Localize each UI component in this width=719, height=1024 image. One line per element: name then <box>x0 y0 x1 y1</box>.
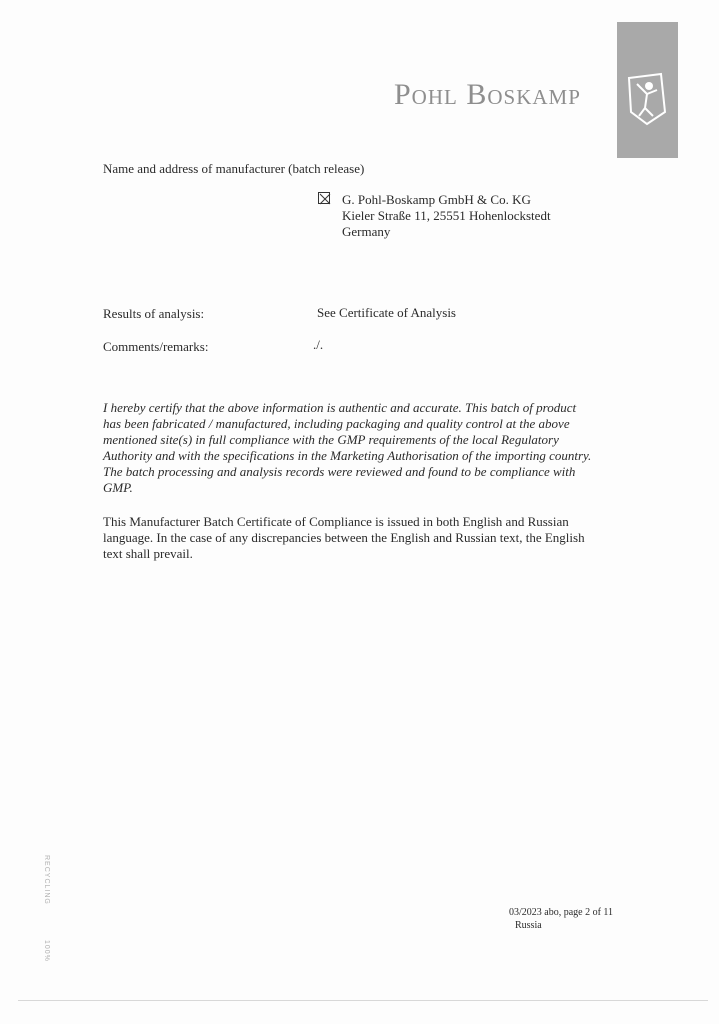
page-bottom-divider <box>18 1000 708 1001</box>
certification-line: The batch processing and analysis records were reviewed and found to be compliance with <box>103 464 576 479</box>
address-line-street: Kieler Straße 11, 25551 Hohenlockstedt <box>342 208 551 223</box>
footer-country: Russia <box>515 920 542 931</box>
certification-line: has been fabricated / manufactured, including packaging and quality control at the above <box>103 416 570 431</box>
comments-value: ./. <box>313 337 324 352</box>
certification-line: Authority and with the specifications in the Marketing Authorisation of the importing country. <box>103 448 592 463</box>
notice-line: This Manufacturer Batch Certificate of Compliance is issued in both English and Russian <box>103 514 569 529</box>
manufacturer-checkbox[interactable] <box>318 192 330 204</box>
notice-line: text shall prevail. <box>103 546 193 561</box>
certification-line: mentioned site(s) in full compliance with the GMP requirements of the local Regulatory <box>103 432 559 447</box>
notice-line: language. In the case of any discrepancies between the English and Russian text, the English <box>103 530 585 545</box>
results-value: See Certificate of Analysis <box>317 305 456 320</box>
address-line-country: Germany <box>342 224 391 239</box>
address-line-company: G. Pohl-Boskamp GmbH & Co. KG <box>342 192 531 207</box>
comments-label: Comments/remarks: <box>103 339 209 354</box>
brand-name: Pohl Boskamp <box>394 78 581 111</box>
certification-line: I hereby certify that the above information is authentic and accurate. This batch of product <box>103 400 577 415</box>
checkbox-cross-icon <box>319 193 331 205</box>
recycling-print: RECYCLING <box>43 855 50 905</box>
footer-page-info: 03/2023 abo, page 2 of 11 <box>509 907 614 918</box>
results-label: Results of analysis: <box>103 306 205 321</box>
language-notice <box>103 514 638 562</box>
figure-logo-icon <box>625 72 669 126</box>
certification-statement <box>103 400 638 496</box>
brand-logo <box>617 22 678 158</box>
recycling-code-print: 100% <box>43 940 50 962</box>
certification-line: GMP. <box>103 480 133 495</box>
manufacturer-section-label: Name and address of manufacturer (batch release) <box>103 161 365 176</box>
